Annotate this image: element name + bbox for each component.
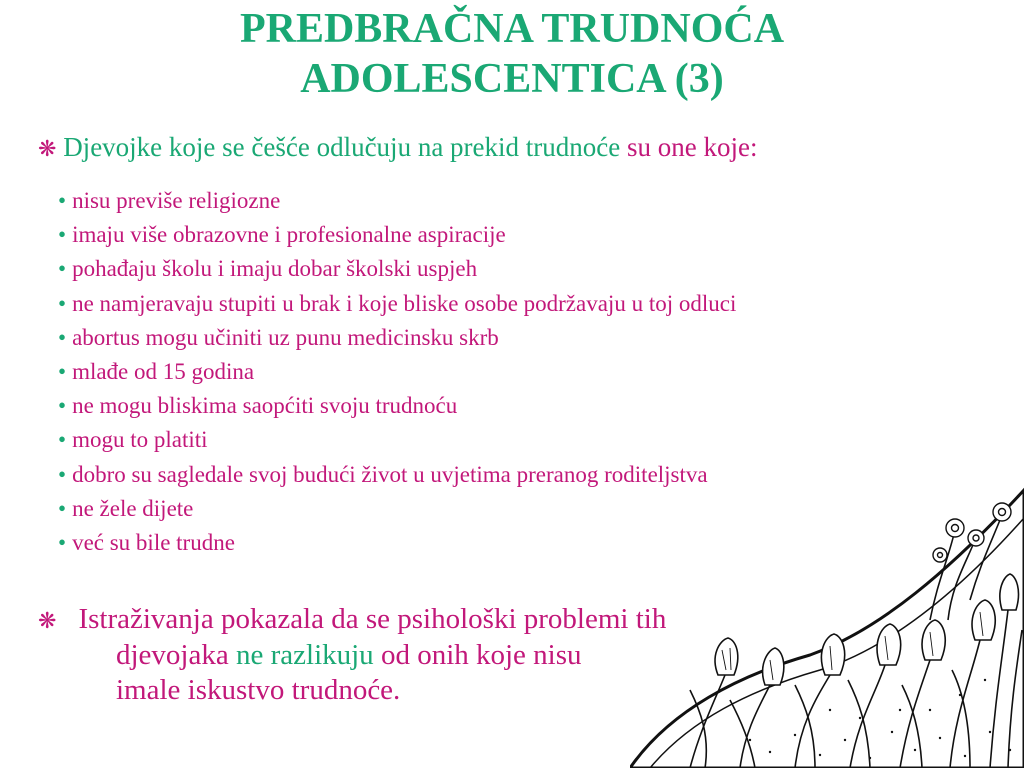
title-line-2: ADOLESCENTICA (3) — [300, 56, 724, 102]
bullet-dot-icon: • — [58, 188, 67, 213]
conclusion-text-3: imale iskustvo trudnoće. — [116, 674, 401, 706]
list-item-text: ne mogu bliskima saopćiti svoju trudnoću — [72, 393, 458, 419]
bullet-dot-icon: • — [58, 222, 67, 248]
bullet-dot-icon: • — [58, 290, 67, 316]
list-item — [58, 423, 998, 457]
list-item — [58, 355, 998, 389]
conclusion-text-green: ne razlikuju — [235, 639, 374, 671]
bullet-dot-icon: • — [58, 359, 67, 385]
snowflake-bullet-icon: ❋ — [38, 136, 57, 161]
list-item-text: mlađe od 15 godina — [72, 359, 255, 385]
bullet-dot-icon: • — [58, 461, 67, 487]
list-item — [58, 184, 998, 218]
bullet-dot-icon: • — [58, 530, 67, 556]
intro-text-pink: su one koje: — [626, 132, 758, 162]
bullet-dot-icon: • — [58, 393, 67, 419]
list-item — [58, 389, 998, 423]
list-item-text: mogu to platiti — [72, 427, 208, 453]
list-item-text: dobro su sagledale svoj budući život u uvjetima preranog roditeljstva — [72, 461, 708, 487]
list-item-text: imaju više obrazovne i profesionalne aspiracije — [72, 222, 506, 248]
bullet-dot-icon: • — [58, 256, 67, 282]
bullet-dot-icon: • — [58, 427, 67, 453]
flower-garden-illustration — [630, 470, 1024, 768]
bullet-dot-icon: • — [58, 324, 67, 350]
snowflake-bullet-icon: ❋ — [38, 608, 57, 633]
list-item-text: ne namjeravaju stupiti u brak i koje bliske osobe podržavaju u toj odluci — [72, 290, 737, 316]
list-item-text: već su bile trudne — [72, 530, 235, 556]
list-item — [58, 218, 998, 252]
title-line-1: PREDBRAČNA TRUDNOĆA — [239, 6, 785, 52]
list-item — [58, 287, 998, 321]
conclusion-text-2a: djevojaka — [116, 639, 229, 671]
list-item — [58, 321, 998, 355]
conclusion-text-2c: od onih koje nisu — [380, 639, 582, 671]
intro-paragraph — [38, 130, 1018, 166]
list-item-text: ne žele dijete — [72, 495, 194, 521]
list-item — [58, 252, 998, 286]
intro-text-green: Djevojke koje se češće odlučuju na prekid trudnoće — [63, 132, 621, 162]
conclusion-text-1: Istraživanja pokazala da se psihološki problemi tih — [78, 603, 667, 635]
list-item-text: pohađaju školu i imaju dobar školski uspjeh — [72, 256, 478, 282]
list-item-text: nisu previše religiozne — [72, 188, 281, 213]
slide-title — [0, 4, 1024, 104]
bullet-dot-icon: • — [58, 495, 67, 521]
list-item-text: abortus mogu učiniti uz punu medicinsku skrb — [72, 324, 499, 350]
